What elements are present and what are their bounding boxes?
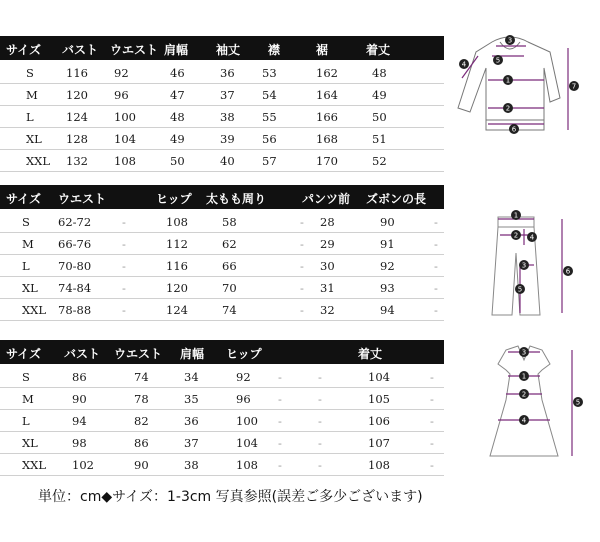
table-cell: 162 — [316, 66, 338, 80]
header-length: 着丈 — [366, 43, 391, 57]
marker-1: 1 — [513, 211, 519, 220]
marker-4: 4 — [529, 233, 535, 242]
table-cell: 132 — [66, 154, 88, 168]
size-cell: S — [22, 215, 30, 229]
table-cell: 78 — [134, 392, 149, 406]
table-row — [0, 127, 444, 150]
header-bust: バスト — [62, 43, 99, 57]
table-cell: - — [430, 392, 434, 406]
table-cell: 56 — [262, 132, 277, 146]
table-cell: 170 — [316, 154, 338, 168]
table-cell: 62-72 — [58, 215, 92, 229]
table-cell: 100 — [236, 414, 258, 428]
marker-5: 5 — [575, 398, 581, 407]
table-cell: 92 — [114, 66, 129, 80]
header-sleeve: 袖丈 — [216, 43, 241, 57]
marker-4: 4 — [521, 416, 527, 425]
table-cell: - — [122, 303, 126, 317]
table-cell: 104 — [114, 132, 136, 146]
table-cell: - — [278, 370, 282, 384]
table-row — [0, 431, 444, 454]
header-hip: ヒップ — [226, 347, 262, 361]
table-cell: - — [434, 215, 438, 229]
table-cell: 168 — [316, 132, 338, 146]
table-cell: 82 — [134, 414, 149, 428]
marker-5: 5 — [517, 285, 523, 294]
marker-4: 4 — [461, 60, 467, 69]
size-cell: S — [22, 370, 30, 384]
table-cell: - — [318, 414, 322, 428]
size-cell: XL — [26, 132, 42, 146]
table-cell: 37 — [220, 88, 235, 102]
table-row — [0, 210, 444, 233]
table-row — [0, 83, 444, 106]
table-row — [0, 254, 444, 277]
table-cell: - — [278, 414, 282, 428]
table-cell: 50 — [170, 154, 185, 168]
table-cell: 93 — [380, 281, 395, 295]
header-shoulder: 肩幅 — [180, 347, 205, 361]
table-cell: - — [318, 458, 322, 472]
table-row — [0, 276, 444, 299]
table-header — [0, 185, 444, 209]
size-cell: M — [22, 392, 34, 406]
size-cell: XL — [22, 281, 38, 295]
pants-measurement-figure — [480, 205, 590, 330]
table-cell: 120 — [66, 88, 88, 102]
table-cell: 116 — [166, 259, 188, 273]
header-length: 着丈 — [358, 347, 383, 361]
marker-3: 3 — [521, 261, 527, 270]
table-cell: - — [300, 281, 304, 295]
table-cell: - — [278, 436, 282, 450]
table-cell: - — [122, 259, 126, 273]
table-cell: 36 — [220, 66, 235, 80]
header-pants-length: ズボンの長 — [366, 192, 427, 206]
table-cell: - — [122, 281, 126, 295]
table-cell: 48 — [372, 66, 387, 80]
table-cell: 52 — [372, 154, 387, 168]
table-cell: - — [318, 370, 322, 384]
header-size: サイズ — [6, 43, 42, 57]
table-cell: 86 — [134, 436, 149, 450]
table-cell: - — [278, 458, 282, 472]
table-cell: 29 — [320, 237, 335, 251]
table-cell: 96 — [236, 392, 251, 406]
table-cell: 51 — [372, 132, 387, 146]
table-cell: - — [434, 303, 438, 317]
measurement-markers — [519, 347, 583, 425]
table-cell: 107 — [368, 436, 390, 450]
table-cell: - — [430, 436, 434, 450]
size-cell: L — [22, 414, 30, 428]
marker-6: 6 — [565, 267, 571, 276]
header-bust: バスト — [64, 347, 101, 361]
table-cell: 104 — [236, 436, 258, 450]
table-cell: 49 — [372, 88, 387, 102]
table-cell: 100 — [114, 110, 136, 124]
header-size: サイズ — [6, 347, 42, 361]
table-cell: 98 — [72, 436, 87, 450]
table-cell: 105 — [368, 392, 390, 406]
header-waist: ウエスト — [58, 192, 107, 206]
table-cell: 108 — [114, 154, 136, 168]
table-cell: - — [434, 281, 438, 295]
size-cell: XXL — [22, 303, 47, 317]
header-waist: ウエスト — [114, 347, 163, 361]
table-cell: 112 — [166, 237, 188, 251]
table-cell: 102 — [72, 458, 94, 472]
size-cell: L — [26, 110, 34, 124]
table-cell: - — [300, 259, 304, 273]
table-row — [0, 365, 444, 388]
dress-measurement-figure — [478, 340, 590, 470]
marker-1: 1 — [521, 372, 527, 381]
table-cell: - — [318, 436, 322, 450]
table-row — [0, 298, 444, 321]
header-hip: ヒップ — [156, 192, 192, 206]
marker-1: 1 — [505, 76, 511, 85]
table-cell: 36 — [184, 414, 199, 428]
table-cell: 108 — [236, 458, 258, 472]
table-row — [0, 387, 444, 410]
table-row — [0, 453, 444, 476]
table-cell: 78-88 — [58, 303, 92, 317]
table-cell: - — [300, 237, 304, 251]
table-cell: 108 — [368, 458, 390, 472]
table-cell: - — [300, 303, 304, 317]
size-cell: S — [26, 66, 34, 80]
header-size: サイズ — [6, 192, 42, 206]
table-cell: 96 — [114, 88, 129, 102]
table-cell: - — [122, 237, 126, 251]
table-cell: - — [430, 458, 434, 472]
table-cell: 35 — [184, 392, 199, 406]
table-cell: 92 — [380, 259, 395, 273]
header-waist: ウエスト — [110, 43, 159, 57]
table-cell: 53 — [262, 66, 277, 80]
header-thigh: 太もも周り — [206, 192, 267, 206]
table-cell: 39 — [220, 132, 235, 146]
table-cell: - — [430, 414, 434, 428]
table-cell: 32 — [320, 303, 335, 317]
table-cell: 90 — [134, 458, 149, 472]
size-cell: XL — [22, 436, 38, 450]
size-cell: M — [26, 88, 38, 102]
table-cell: 70-80 — [58, 259, 92, 273]
table-cell: 91 — [380, 237, 395, 251]
table-cell: 34 — [184, 370, 199, 384]
table-cell: 62 — [222, 237, 237, 251]
table-cell: 49 — [170, 132, 185, 146]
table-cell: 74 — [134, 370, 149, 384]
table-cell: 55 — [262, 110, 277, 124]
marker-5: 5 — [495, 56, 501, 65]
table-cell: 120 — [166, 281, 188, 295]
table-cell: 70 — [222, 281, 237, 295]
table-cell: 104 — [368, 370, 390, 384]
table-cell: 90 — [72, 392, 87, 406]
table-header — [0, 340, 444, 364]
table-cell: 38 — [184, 458, 199, 472]
size-cell: L — [22, 259, 30, 273]
table-cell: - — [300, 215, 304, 229]
table-cell: 86 — [72, 370, 87, 384]
marker-6: 6 — [511, 125, 517, 134]
table-cell: 38 — [220, 110, 235, 124]
table-row — [0, 105, 444, 128]
marker-3: 3 — [507, 36, 513, 45]
header-collar: 襟 — [268, 43, 281, 57]
size-cell: XXL — [22, 458, 47, 472]
header-front-rise: パンツ前 — [302, 192, 351, 206]
table-cell: 74-84 — [58, 281, 92, 295]
table-cell: 166 — [316, 110, 338, 124]
table-cell: - — [278, 392, 282, 406]
table-cell: - — [434, 237, 438, 251]
table-cell: 57 — [262, 154, 277, 168]
size-cell: M — [22, 237, 34, 251]
table-row — [0, 409, 444, 432]
table-cell: 37 — [184, 436, 199, 450]
table-cell: 40 — [220, 154, 235, 168]
size-cell: XXL — [26, 154, 51, 168]
table-cell: 108 — [166, 215, 188, 229]
table-cell: 92 — [236, 370, 251, 384]
marker-2: 2 — [505, 104, 511, 113]
table-cell: 30 — [320, 259, 335, 273]
marker-3: 3 — [521, 348, 527, 357]
table-cell: 50 — [372, 110, 387, 124]
table-cell: 46 — [170, 66, 185, 80]
table-cell: 48 — [170, 110, 185, 124]
table-cell: 94 — [72, 414, 87, 428]
table-cell: 74 — [222, 303, 237, 317]
table-cell: 90 — [380, 215, 395, 229]
measurement-markers — [459, 35, 579, 134]
marker-2: 2 — [521, 390, 527, 399]
header-shoulder: 肩幅 — [164, 43, 189, 57]
marker-2: 2 — [513, 231, 519, 240]
header-hem: 裾 — [316, 43, 329, 57]
table-cell: 116 — [66, 66, 88, 80]
table-cell: 58 — [222, 215, 237, 229]
table-cell: 128 — [66, 132, 88, 146]
table-cell: 94 — [380, 303, 395, 317]
table-cell: 106 — [368, 414, 390, 428]
table-cell: - — [434, 259, 438, 273]
table-header — [0, 36, 444, 60]
table-cell: 47 — [170, 88, 185, 102]
table-row — [0, 232, 444, 255]
table-cell: 31 — [320, 281, 335, 295]
table-cell: 66-76 — [58, 237, 92, 251]
table-cell: 28 — [320, 215, 335, 229]
footer-note: 単位：cm◆サイズ：1-3cm 写真参照(誤差ご多少ございます) — [38, 489, 423, 505]
table-cell: - — [122, 215, 126, 229]
table-row — [0, 149, 444, 172]
table-cell: 124 — [166, 303, 188, 317]
table-cell: - — [430, 370, 434, 384]
table-cell: 66 — [222, 259, 237, 273]
marker-7: 7 — [571, 82, 577, 91]
table-cell: - — [318, 392, 322, 406]
table-cell: 124 — [66, 110, 88, 124]
tops-measurement-figure — [450, 28, 585, 153]
table-cell: 164 — [316, 88, 338, 102]
table-row — [0, 61, 444, 84]
table-cell: 54 — [262, 88, 277, 102]
